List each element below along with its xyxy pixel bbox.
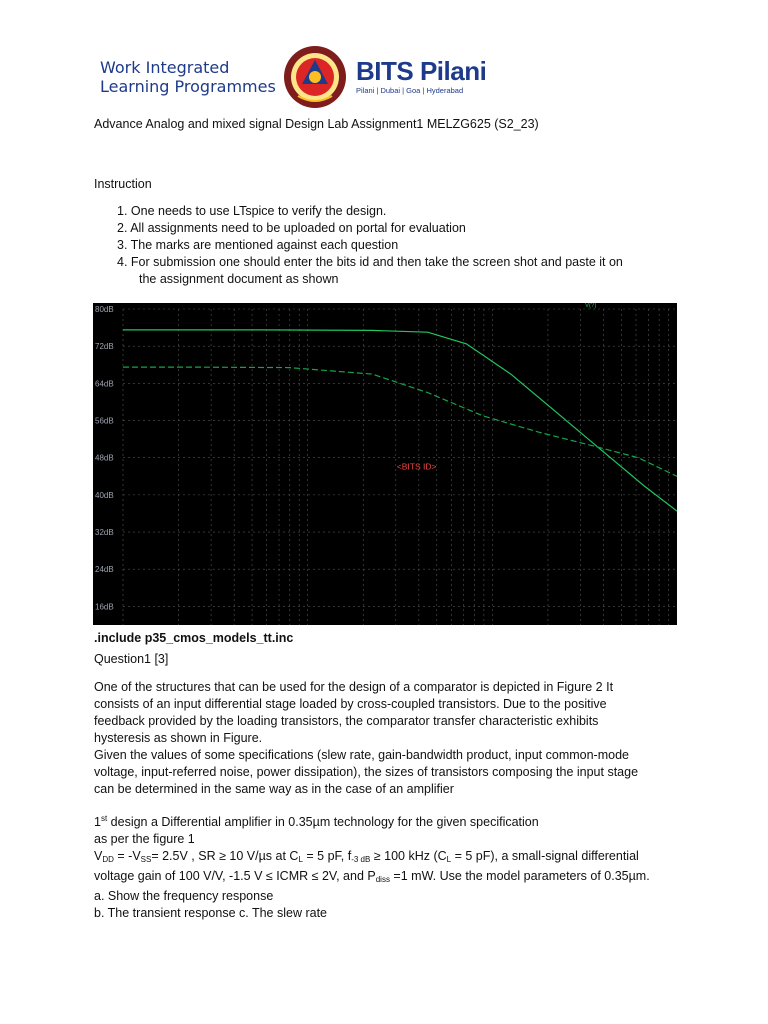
spec-sub: L	[446, 855, 452, 864]
trace-label: V(?)	[585, 303, 597, 309]
y-tick-label: 72dB	[95, 342, 114, 352]
paragraph-line: hysteresis as shown in Figure.	[94, 731, 263, 745]
wilp-line-2: Learning Programmes	[100, 77, 276, 96]
spec-text: voltage gain of 100 V/V, -1.5 V ≤ ICMR ≤ 2V, and P	[94, 869, 376, 883]
spec-text: =1 mW. Use the model parameters of 0.35µm.	[389, 869, 650, 883]
spec-text: design a Differential amplifier in 0.35µm technology for the given specification	[107, 815, 539, 829]
spec-line-5: a. Show the frequency response	[94, 889, 274, 903]
bits-pilani-wordmark: BITS Pilani	[356, 56, 487, 86]
ltspice-frequency-plot	[93, 303, 677, 625]
paragraph-line: feedback provided by the loading transistors, the comparator transfer characteristic exhibits	[94, 714, 599, 728]
question-heading: Question1 [3]	[94, 652, 169, 666]
y-tick-label: 64dB	[95, 379, 114, 389]
include-line: .include p35_cmos_models_tt.inc	[94, 631, 294, 645]
bits-emblem-icon	[280, 44, 350, 110]
instruction-item-continuation: the assignment document as shown	[139, 272, 339, 286]
bits-campuses: Pilani | Dubai | Goa | Hyderabad	[356, 86, 464, 95]
assignment-title: Advance Analog and mixed signal Design Lab Assignment1 MELZG625 (S2_23)	[94, 117, 539, 131]
spec-sub: SS	[140, 855, 152, 864]
spec-line-3	[94, 848, 650, 868]
paragraph-line: voltage, input-referred noise, power dissipation), the sizes of transistors composing the input stage	[94, 765, 639, 779]
wilp-line-1: Work Integrated	[100, 58, 230, 77]
spec-line-6: b. The transient response c. The slew rate	[94, 906, 327, 920]
instruction-item: 1. One needs to use LTspice to verify the design.	[117, 204, 387, 218]
question-paragraph	[94, 679, 638, 798]
spec-text: = 2.5V , SR ≥ 10 V/µs at C	[151, 849, 299, 863]
spec-text: = 5 pF), a small-signal differential	[451, 849, 639, 863]
spec-line-4	[94, 868, 650, 888]
spec-sub: L	[298, 855, 303, 864]
spec-text: = 5 pF, f	[302, 849, 352, 863]
spec-line-1	[94, 810, 650, 831]
y-tick-label: 40dB	[95, 490, 114, 500]
spec-text: = -V	[113, 849, 141, 863]
y-tick-label: 80dB	[95, 305, 114, 314]
instruction-list	[117, 203, 623, 288]
y-tick-label: 56dB	[95, 416, 114, 426]
spec-sub: -3 dB	[351, 855, 371, 864]
plot-canvas	[93, 303, 677, 625]
spec-sub: DD	[102, 855, 114, 864]
instruction-item: 2. All assignments need to be uploaded on portal for evaluation	[117, 221, 466, 235]
instruction-heading: Instruction	[94, 177, 152, 191]
spec-line-2: as per the figure 1	[94, 832, 195, 846]
paragraph-line: consists of an input differential stage loaded by cross-coupled transistors. Due to the positive	[94, 697, 607, 711]
spec-text: ≥ 100 kHz (C	[370, 849, 447, 863]
y-tick-label: 16dB	[95, 602, 114, 612]
y-tick-label: 48dB	[95, 453, 114, 463]
instruction-item: 4. For submission one should enter the bits id and then take the screen shot and paste it on	[117, 255, 623, 269]
spec-text: 1	[94, 815, 101, 829]
y-tick-label: 24dB	[95, 565, 114, 575]
instruction-item: 3. The marks are mentioned against each question	[117, 238, 399, 252]
spec-text: V	[94, 849, 103, 863]
spec-sub: diss	[375, 875, 390, 884]
paragraph-line: can be determined in the same way as in the case of an amplifier	[94, 782, 454, 796]
wilp-logo-text	[100, 58, 276, 96]
spec-sup: st	[100, 814, 108, 823]
specification-block	[94, 810, 650, 922]
paragraph-line: One of the structures that can be used for the design of a comparator is depicted in Figure 2 It	[94, 680, 614, 694]
bits-id-annotation: <BITS ID>	[396, 461, 437, 472]
y-tick-label: 32dB	[95, 528, 114, 538]
paragraph-line: Given the values of some specifications (slew rate, gain-bandwidth product, input common-mode	[94, 748, 629, 762]
